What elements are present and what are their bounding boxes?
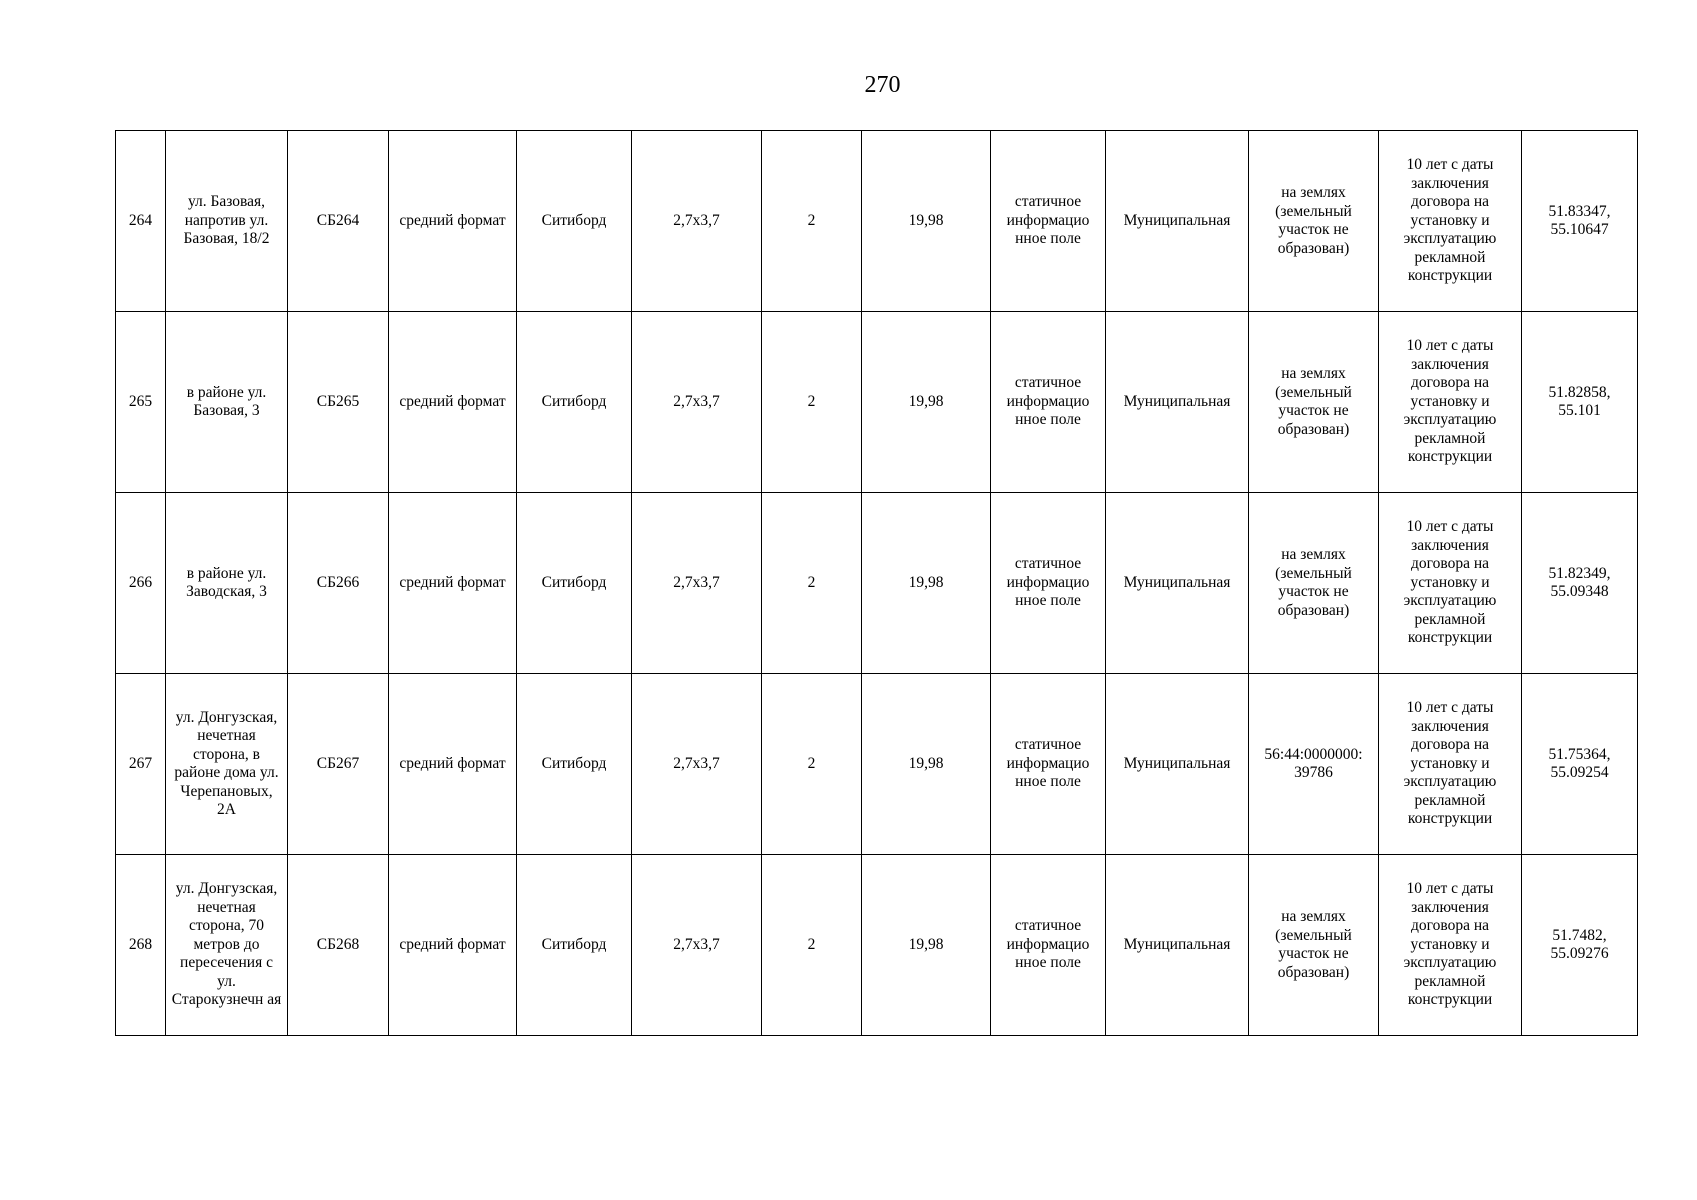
table-row [116, 674, 1638, 855]
cell-coords: 51.82349, 55.09348 [1522, 493, 1638, 674]
cell-area: 19,98 [862, 131, 991, 312]
cell-field: статичное информацио нное поле [991, 855, 1106, 1036]
cell-format: средний формат [389, 674, 517, 855]
cell-coords: 51.7482, 55.09276 [1522, 855, 1638, 1036]
cell-field: статичное информацио нное поле [991, 674, 1106, 855]
cell-land: на землях (земельный участок не образован) [1249, 312, 1379, 493]
cell-number: 268 [116, 855, 166, 1036]
cell-land: на землях (земельный участок не образован) [1249, 855, 1379, 1036]
table-row [116, 493, 1638, 674]
cell-size: 2,7х3,7 [632, 131, 762, 312]
cell-size: 2,7х3,7 [632, 493, 762, 674]
cell-size: 2,7х3,7 [632, 855, 762, 1036]
cell-code: СБ267 [288, 674, 389, 855]
cell-number: 264 [116, 131, 166, 312]
cell-type: Ситиборд [517, 674, 632, 855]
cell-coords: 51.75364, 55.09254 [1522, 674, 1638, 855]
cell-size: 2,7х3,7 [632, 312, 762, 493]
cell-size: 2,7х3,7 [632, 674, 762, 855]
cell-term: 10 лет с даты заключения договора на установку и эксплуатацию рекламной конструкции [1379, 674, 1522, 855]
cell-format: средний формат [389, 312, 517, 493]
cell-code: СБ264 [288, 131, 389, 312]
cell-sides: 2 [762, 312, 862, 493]
cell-address: в районе ул. Базовая, 3 [166, 312, 288, 493]
cell-area: 19,98 [862, 312, 991, 493]
cell-address: ул. Донгузская, нечетная сторона, в районе дома ул. Черепановых, 2А [166, 674, 288, 855]
cell-area: 19,98 [862, 493, 991, 674]
cell-address: ул. Донгузская, нечетная сторона, 70 метров до пересечения с ул. Старокузнечн ая [166, 855, 288, 1036]
cell-coords: 51.83347, 55.10647 [1522, 131, 1638, 312]
cell-term: 10 лет с даты заключения договора на установку и эксплуатацию рекламной конструкции [1379, 312, 1522, 493]
cell-ownership: Муниципальная [1106, 312, 1249, 493]
cell-land: на землях (земельный участок не образован) [1249, 493, 1379, 674]
table-row [116, 312, 1638, 493]
cell-field: статичное информацио нное поле [991, 493, 1106, 674]
cell-coords: 51.82858, 55.101 [1522, 312, 1638, 493]
cell-code: СБ268 [288, 855, 389, 1036]
cell-type: Ситиборд [517, 312, 632, 493]
cell-address: в районе ул. Заводская, 3 [166, 493, 288, 674]
cell-number: 265 [116, 312, 166, 493]
cell-sides: 2 [762, 131, 862, 312]
cell-ownership: Муниципальная [1106, 493, 1249, 674]
page-number: 270 [864, 72, 901, 98]
cell-term: 10 лет с даты заключения договора на установку и эксплуатацию рекламной конструкции [1379, 855, 1522, 1036]
cell-type: Ситиборд [517, 131, 632, 312]
cell-ownership: Муниципальная [1106, 855, 1249, 1036]
cell-format: средний формат [389, 131, 517, 312]
cell-land: на землях (земельный участок не образован) [1249, 131, 1379, 312]
cell-term: 10 лет с даты заключения договора на установку и эксплуатацию рекламной конструкции [1379, 131, 1522, 312]
cell-field: статичное информацио нное поле [991, 131, 1106, 312]
advertising-structures-table [115, 130, 1638, 1036]
cell-type: Ситиборд [517, 493, 632, 674]
table-row [116, 131, 1638, 312]
cell-code: СБ265 [288, 312, 389, 493]
cell-ownership: Муниципальная [1106, 131, 1249, 312]
cell-code: СБ266 [288, 493, 389, 674]
cell-area: 19,98 [862, 855, 991, 1036]
cell-ownership: Муниципальная [1106, 674, 1249, 855]
cell-sides: 2 [762, 674, 862, 855]
cell-type: Ситиборд [517, 855, 632, 1036]
cell-format: средний формат [389, 493, 517, 674]
cell-sides: 2 [762, 855, 862, 1036]
cell-format: средний формат [389, 855, 517, 1036]
cell-address: ул. Базовая, напротив ул. Базовая, 18/2 [166, 131, 288, 312]
table-row [116, 855, 1638, 1036]
cell-area: 19,98 [862, 674, 991, 855]
cell-sides: 2 [762, 493, 862, 674]
cell-field: статичное информацио нное поле [991, 312, 1106, 493]
cell-land: 56:44:0000000: 39786 [1249, 674, 1379, 855]
cell-term: 10 лет с даты заключения договора на установку и эксплуатацию рекламной конструкции [1379, 493, 1522, 674]
cell-number: 267 [116, 674, 166, 855]
cell-number: 266 [116, 493, 166, 674]
